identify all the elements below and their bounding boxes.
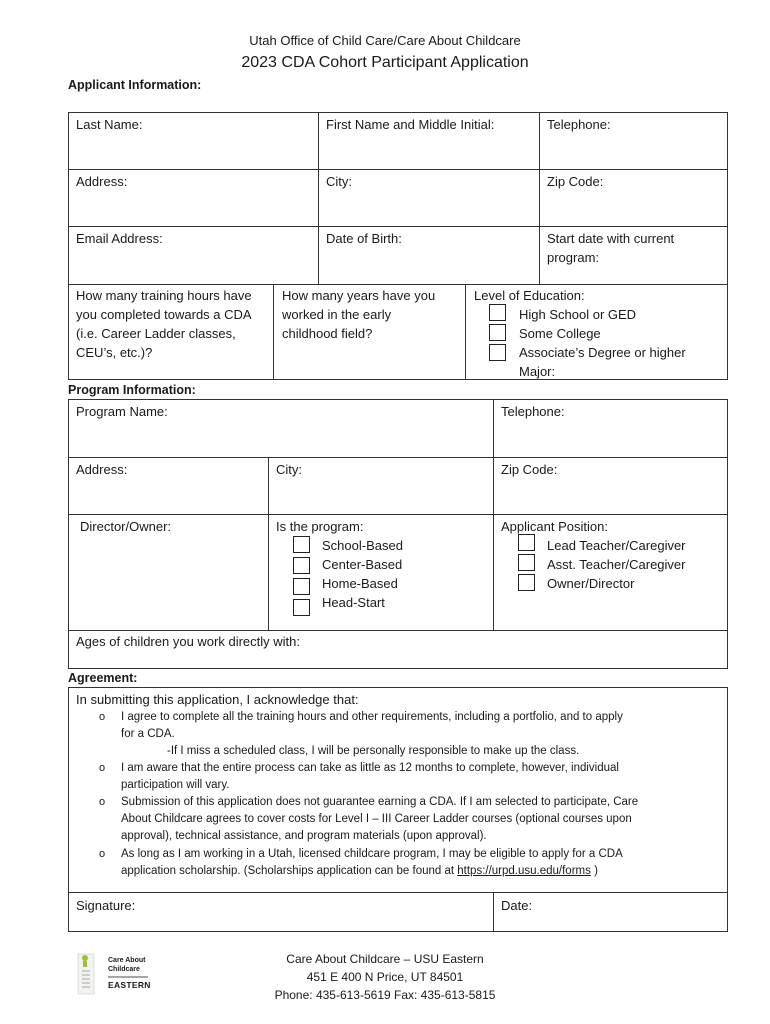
agreement-item-1-line2: for a CDA. <box>121 728 175 740</box>
education-option-some-college: Some College <box>519 326 601 341</box>
agreement-item-4-line2 <box>121 863 598 880</box>
program-telephone-field[interactable]: Telephone: <box>501 404 565 419</box>
years-worked-line: childhood field? <box>282 326 373 341</box>
scholarship-text-end: ) <box>590 865 598 877</box>
start-date-label-line1: Start date with current <box>547 231 675 246</box>
position-asst: Asst. Teacher/Caregiver <box>547 557 686 572</box>
bullet-icon: o <box>99 711 106 723</box>
applicant-zip-field[interactable]: Zip Code: <box>547 174 604 189</box>
footer-org-name: Care About Childcare – USU Eastern <box>286 952 484 966</box>
bullet-icon: o <box>99 762 106 774</box>
applicant-section-title: Applicant Information: <box>68 78 202 92</box>
program-type-school: School-Based <box>322 538 403 553</box>
position-owner: Owner/Director <box>547 576 635 591</box>
training-hours-line: you completed towards a CDA <box>76 307 252 322</box>
position-lead: Lead Teacher/Caregiver <box>547 538 686 553</box>
training-hours-line: CEU’s, etc.)? <box>76 345 153 360</box>
program-type-label: Is the program: <box>276 519 364 534</box>
training-hours-line: (i.e. Career Ladder classes, <box>76 326 236 341</box>
logo-text-line2: Childcare <box>108 966 140 973</box>
years-worked-line: How many years have you <box>282 288 436 303</box>
bullet-icon: o <box>99 796 106 808</box>
program-name-field[interactable]: Program Name: <box>76 404 168 419</box>
program-type-checkbox-home[interactable] <box>293 578 310 595</box>
education-option-high-school: High School or GED <box>519 307 637 322</box>
forms-link[interactable]: https://urpd.usu.edu/forms <box>457 865 591 877</box>
logo-text-line3: EASTERN <box>108 980 151 990</box>
start-date-label-line2: program: <box>547 250 600 265</box>
signature-field[interactable]: Signature: <box>76 898 136 913</box>
program-type-checkbox-headstart[interactable] <box>293 599 310 616</box>
agreement-item-2-line2: participation will vary. <box>121 779 230 791</box>
organization-header: Utah Office of Child Care/Care About Childcare <box>249 33 521 48</box>
agreement-item-2-line1: I am aware that the entire process can take as little as 12 months to complete, however, individual <box>121 762 619 774</box>
education-option-associates: Associate’s Degree or higher <box>519 345 686 360</box>
bullet-icon: o <box>99 848 106 860</box>
agreement-item-3-line1: Submission of this application does not guarantee earning a CDA. If I am selected to participate, Care <box>121 796 639 808</box>
agreement-item-1-line1: I agree to complete all the training hours and other requirements, including a portfolio, and to apply <box>121 711 623 723</box>
training-hours-field[interactable] <box>76 286 252 362</box>
footer-phone: Phone: 435-613-5619 Fax: 435-613-5815 <box>274 988 496 1002</box>
director-owner-field[interactable]: Director/Owner: <box>80 519 172 534</box>
first-name-field[interactable]: First Name and Middle Initial: <box>326 117 495 132</box>
scholarship-text: application scholarship. (Scholarships application can be found at <box>121 865 458 877</box>
education-checkbox-high-school[interactable] <box>489 304 506 321</box>
agreement-item-3-line3: approval), technical assistance, and program materials (upon approval). <box>121 830 487 842</box>
applicant-position-label: Applicant Position: <box>501 519 608 534</box>
program-type-home: Home-Based <box>322 576 398 591</box>
position-checkbox-lead[interactable] <box>518 534 535 551</box>
program-type-center: Center-Based <box>322 557 403 572</box>
program-city-field[interactable]: City: <box>276 462 302 477</box>
position-checkbox-owner[interactable] <box>518 574 535 591</box>
years-worked-field[interactable] <box>282 286 435 343</box>
education-level-label: Level of Education: <box>474 288 585 303</box>
agreement-intro: In submitting this application, I acknowledge that: <box>76 692 359 707</box>
years-worked-line: worked in the early <box>282 307 392 322</box>
program-type-checkbox-center[interactable] <box>293 557 310 574</box>
applicant-telephone-field[interactable]: Telephone: <box>547 117 611 132</box>
logo-text-line1: Care About <box>108 957 146 964</box>
agreement-item-3-line2: About Childcare agrees to cover costs for Level I – III Career Ladder courses (optional courses upon <box>121 813 632 825</box>
email-field[interactable]: Email Address: <box>76 231 163 246</box>
major-field[interactable]: Major: <box>519 364 556 379</box>
program-zip-field[interactable]: Zip Code: <box>501 462 558 477</box>
footer-address: 451 E 400 N Price, UT 84501 <box>306 970 464 984</box>
ages-children-field[interactable]: Ages of children you work directly with: <box>76 634 300 649</box>
start-date-field[interactable] <box>547 229 674 267</box>
applicant-city-field[interactable]: City: <box>326 174 352 189</box>
program-type-checkbox-school[interactable] <box>293 536 310 553</box>
program-type-headstart: Head-Start <box>322 595 385 610</box>
training-hours-line: How many training hours have <box>76 288 252 303</box>
education-checkbox-associates[interactable] <box>489 344 506 361</box>
education-checkbox-some-college[interactable] <box>489 324 506 341</box>
agreement-item-1-note: -If I miss a scheduled class, I will be personally responsible to make up the class. <box>167 745 580 757</box>
agreement-item-4-line1: As long as I am working in a Utah, licensed childcare program, I may be eligible to apply for a CDA <box>121 848 623 860</box>
agreement-section-title: Agreement: <box>68 671 138 685</box>
last-name-field[interactable]: Last Name: <box>76 117 143 132</box>
position-checkbox-asst[interactable] <box>518 554 535 571</box>
program-address-field[interactable]: Address: <box>76 462 128 477</box>
form-title: 2023 CDA Cohort Participant Application <box>241 54 529 71</box>
date-field[interactable]: Date: <box>501 898 533 913</box>
dob-field[interactable]: Date of Birth: <box>326 231 402 246</box>
program-section-title: Program Information: <box>68 383 196 397</box>
applicant-address-field[interactable]: Address: <box>76 174 128 189</box>
